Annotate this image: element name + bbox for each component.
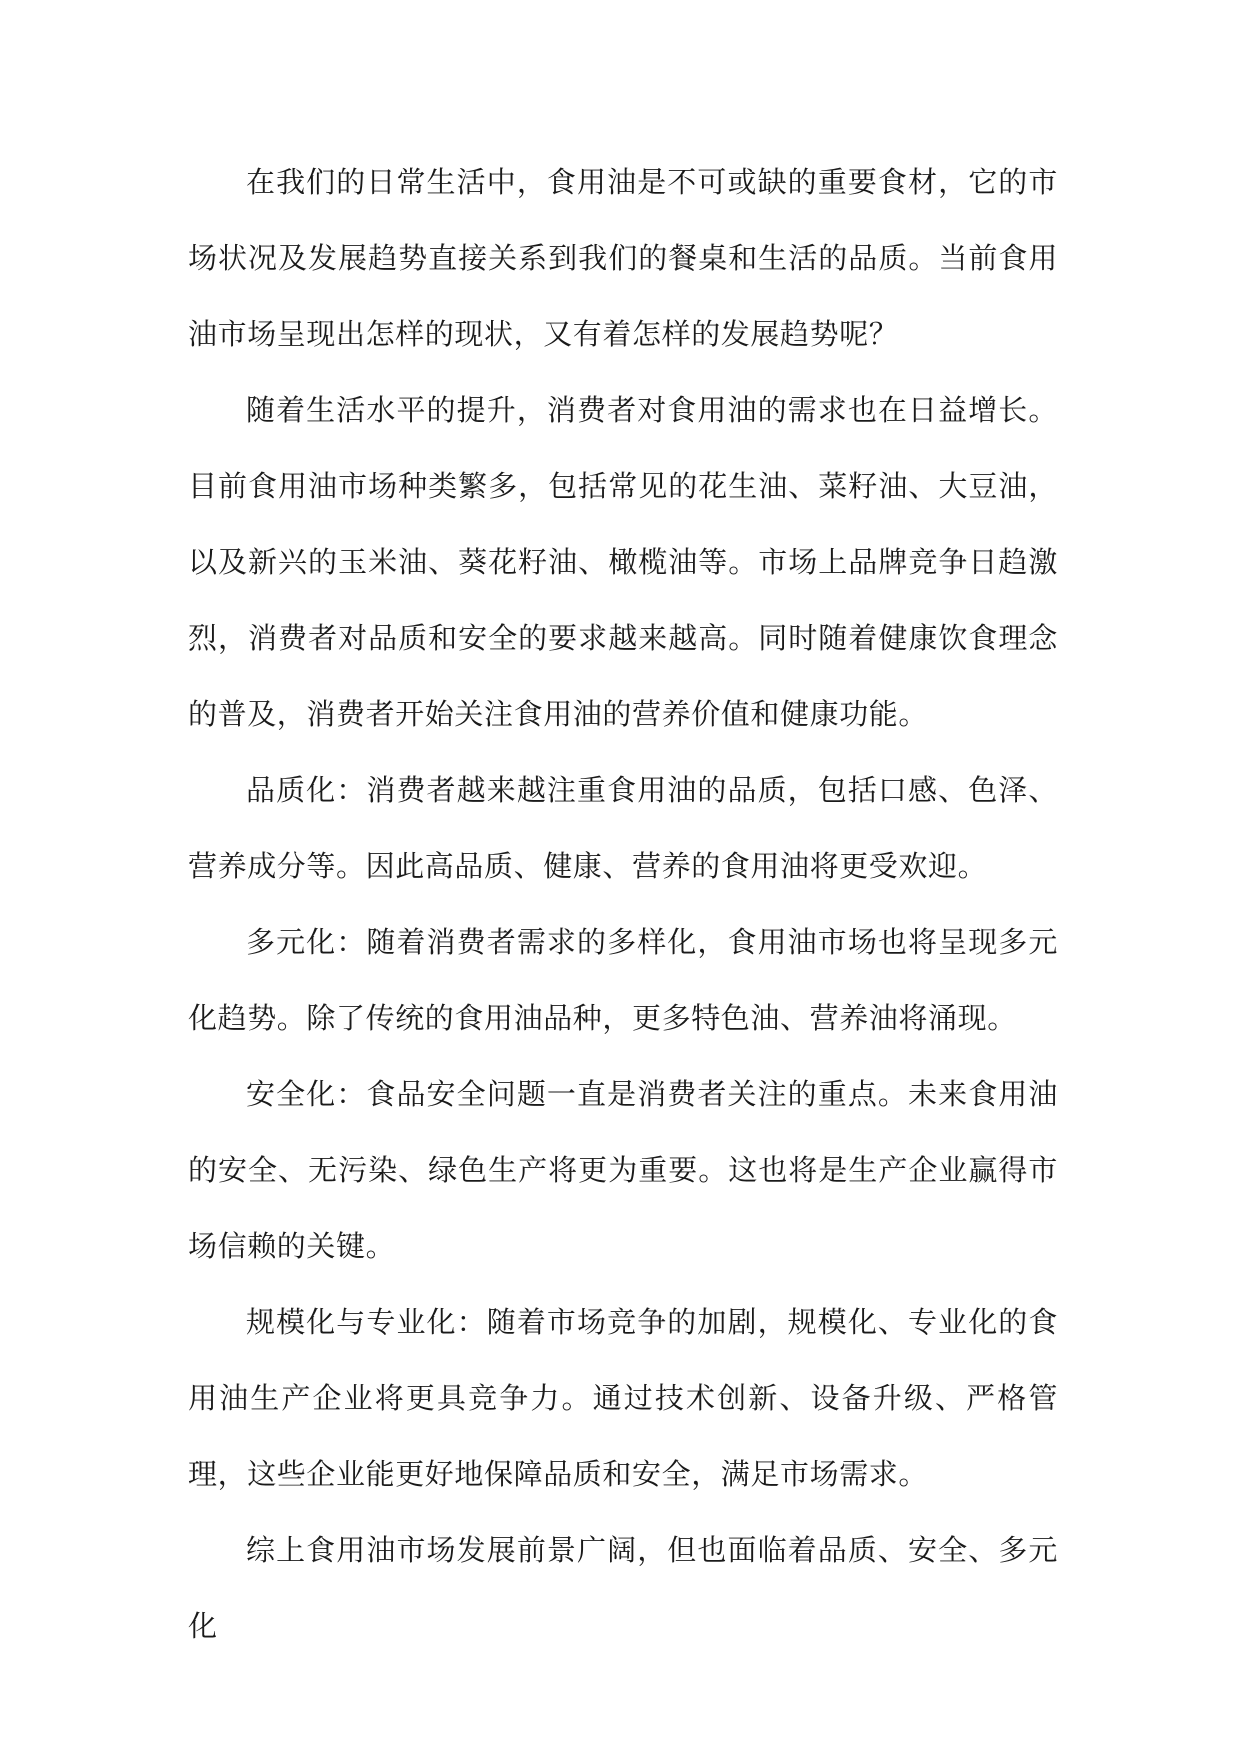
paragraph-scale-specialization-trend: 规模化与专业化：随着市场竞争的加剧，规模化、专业化的食用油生产企业将更具竞争力。通过技术创新、设备升级、严格管理，这些企业能更好地保障品质和安全，满足市场需求。: [188, 1305, 1058, 1491]
document-body: [188, 144, 1058, 1664]
paragraph-diversification-trend: 多元化：随着消费者需求的多样化，食用油市场也将呈现多元化趋势。除了传统的食用油品种，更多特色油、营养油将涌现。: [188, 925, 1058, 1035]
paragraph-conclusion: 综上食用油市场发展前景广阔，但也面临着品质、安全、多元化: [188, 1533, 1058, 1643]
paragraph-intro: 在我们的日常生活中，食用油是不可或缺的重要食材，它的市场状况及发展趋势直接关系到我们的餐桌和生活的品质。当前食用油市场呈现出怎样的现状，又有着怎样的发展趋势呢？: [188, 165, 1058, 351]
paragraph-market-status: 随着生活水平的提升，消费者对食用油的需求也在日益增长。目前食用油市场种类繁多，包括常见的花生油、菜籽油、大豆油，以及新兴的玉米油、葵花籽油、橄榄油等。市场上品牌竞争日趋激烈，消费者对品质和安全的要求越来越高。同时随着健康饮食理念的普及，消费者开始关注食用油的营养价值和健康功能。: [188, 393, 1058, 731]
paragraph-quality-trend: 品质化：消费者越来越注重食用油的品质，包括口感、色泽、营养成分等。因此高品质、健康、营养的食用油将更受欢迎。: [188, 773, 1058, 883]
paragraph-safety-trend: 安全化：食品安全问题一直是消费者关注的重点。未来食用油的安全、无污染、绿色生产将更为重要。这也将是生产企业赢得市场信赖的关键。: [188, 1077, 1058, 1263]
